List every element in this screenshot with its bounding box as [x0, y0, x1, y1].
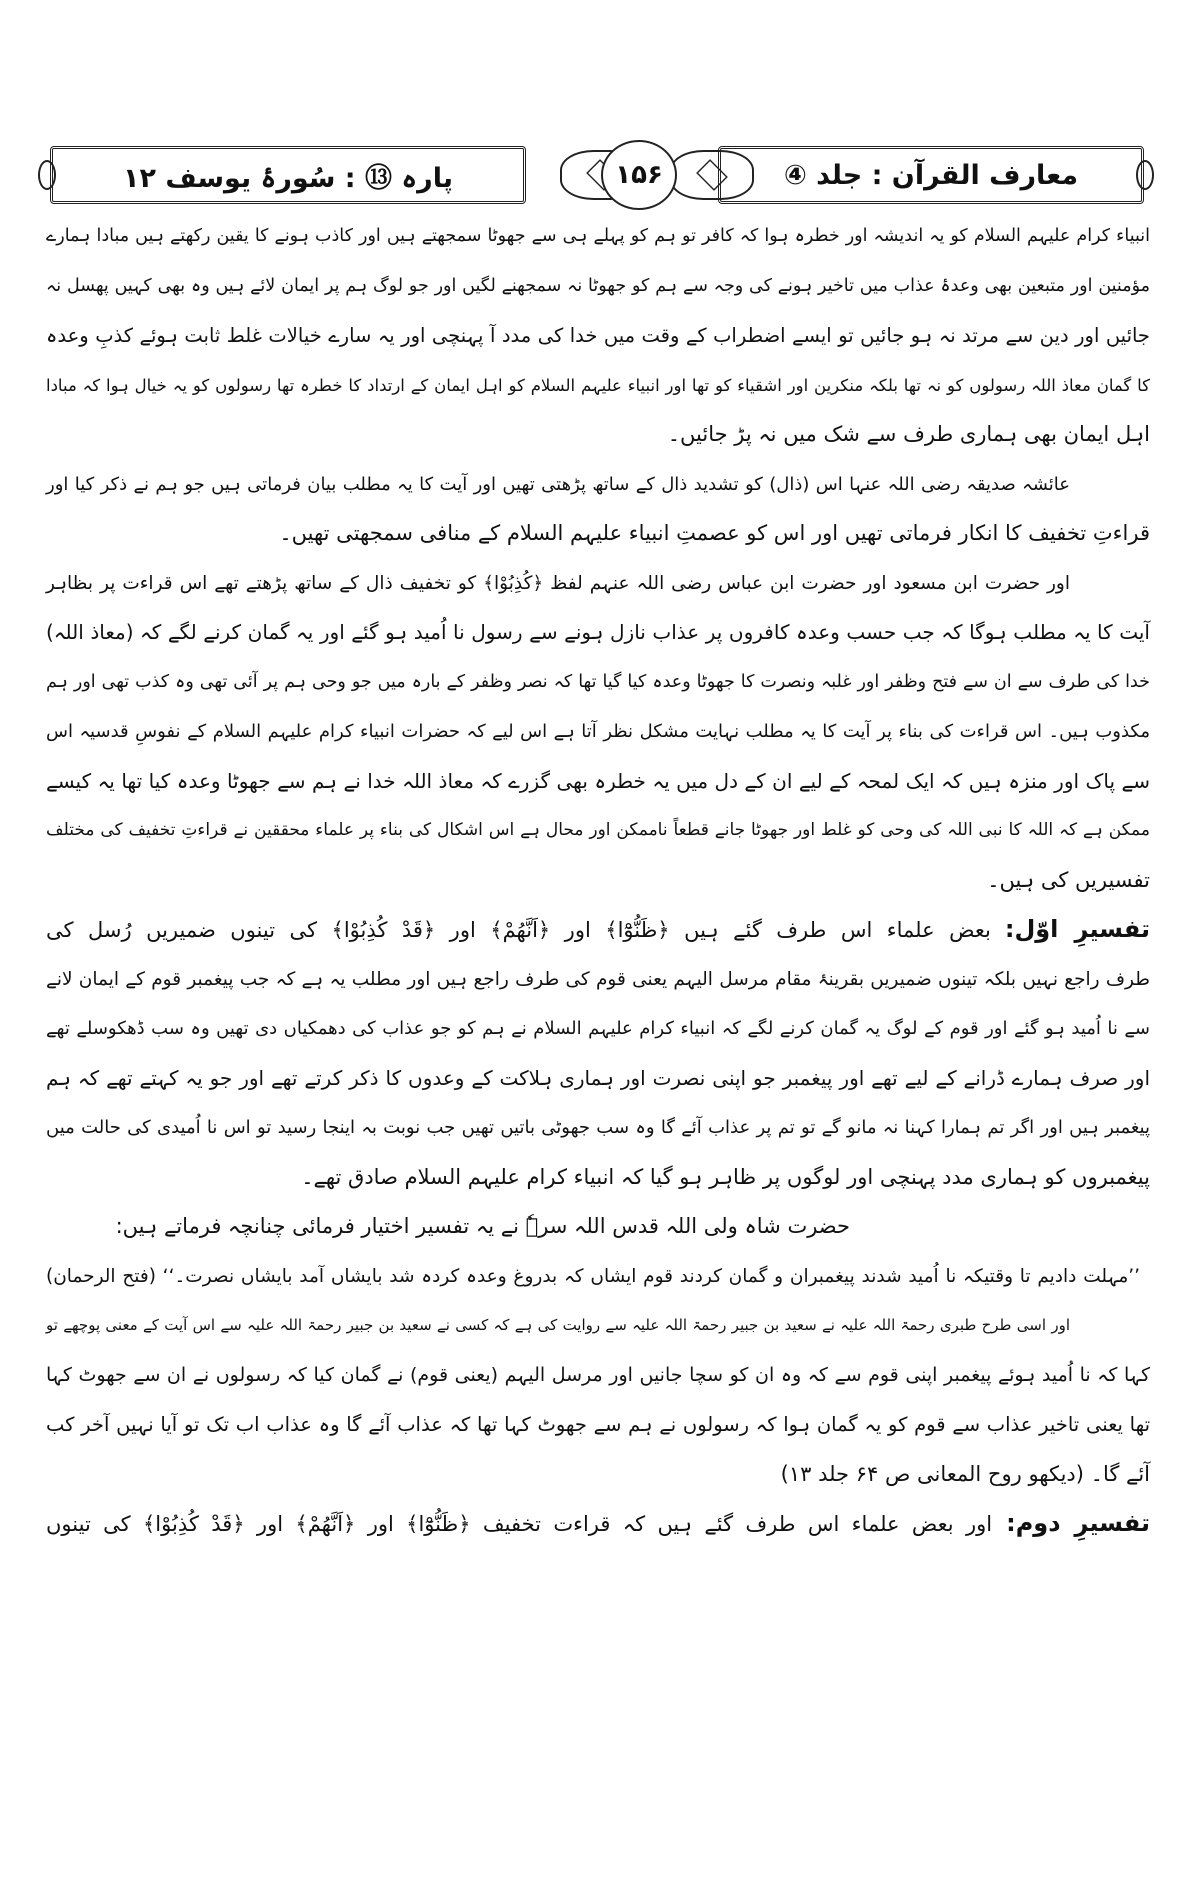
paragraph [46, 1252, 1150, 1302]
text-line [46, 262, 1150, 312]
paragraph [46, 1499, 1150, 1549]
line-text: سے پاک اور منزہ ہیں کہ ایک لمحہ کے لیے ان کے دل میں یہ خطرہ بھی گزرے کہ معاذ اللہ خدا نے ہم سے جھوٹا وعدہ کیا تھا یہ کیسے [46, 768, 1150, 793]
text-line [46, 460, 1150, 510]
line-text: آئے گا۔ (دیکھو روح المعانی ص ۶۴ جلد ۱۳) [780, 1461, 1150, 1486]
line-text: ممکن ہے کہ اللہ کا نبی اللہ کی وحی کو غلط اور جھوٹا جانے قطعاً ناممکن اور محال ہے اس اشکال کی بناء پر علماء محققین نے قراءتِ تخفیف کی مختلف [46, 820, 1150, 840]
line-text: آیت کا یہ مطلب ہوگا کہ جب حسب وعدہ کافروں پر عذاب نازل ہونے سے رسول نا اُمید ہو گئے اور یہ گمان کرنے لگے کہ (معاذ اللہ) [46, 620, 1150, 644]
text-line [46, 559, 1150, 609]
section-label: پارہ ⑬ : سُورۂ یوسف ۱۲ [122, 162, 454, 194]
paragraph [46, 905, 1150, 1202]
line-text: طرف راجع نہیں بلکہ تینوں ضمیریں بقرینۂ مقام مرسل الیہم یعنی قوم کی طرف راجع ہیں اور مطلب یہ ہے کہ جب پیغمبر قوم کے ایمان لانے [46, 968, 1150, 990]
page-number [601, 140, 677, 210]
line-text: جائیں اور دین سے مرتد نہ ہو جائیں تو ایسے اضطراب کے وقت میں خدا کی مدد آ پہنچی اور یہ سارے خیالات غلط ثابت ہوئے کذبِ وعدہ [46, 324, 1150, 347]
text-line [46, 1499, 1150, 1549]
text-line [46, 1004, 1150, 1054]
text-line [46, 311, 1150, 361]
line-text: سے نا اُمید ہو گئے اور قوم کے لوگ یہ گمان کرنے لگے کہ انبیاء کرام علیہم السلام نے ہم کو جو عذاب کی دھمکیاں دی تھیں وہ سب ڈھکوسلے تھے [46, 1018, 1150, 1039]
text-line [46, 361, 1150, 411]
line-text: اور حضرت ابن مسعود اور حضرت ابن عباس رضی اللہ عنہم لفظ ﴿كُذِبُوْا﴾ کو تخفیف ذال کے ساتھ پڑھتے تھے اس قراءت پر بظاہر [46, 572, 1070, 594]
line-text: قراءتِ تخفیف کا انکار فرماتی تھیں اور اس کو عصمتِ انبیاء علیہم السلام کے منافی سمجھتی تھیں۔ [279, 521, 1150, 545]
line-text: بعض علماء اس طرف گئے ہیں ﴿ظَنُّوْٓا﴾ اور ﴿اَنَّهُمْ﴾ اور ﴿قَدْ كُذِبُوْا﴾ کی تینوں ضمیریں رُسل کی [46, 918, 991, 942]
page-body [46, 212, 1150, 1549]
line-text: اور صرف ہمارے ڈرانے کے لیے تھے اور پیغمبر جو اپنی نصرت اور ہماری ہلاکت کے وعدوں کا ذکر کرتے تھے اور جو یہ کہتے تھے کہ ہم [46, 1065, 1150, 1090]
text-line [46, 1054, 1150, 1104]
text-line [46, 905, 1150, 955]
book-title-box [718, 146, 1144, 204]
text-line [46, 1103, 1150, 1153]
line-text: تھا یعنی تاخیر عذاب سے قوم کو یہ گمان ہوا کہ رسولوں نے ہم سے جھوٹ کہا تھا کہ عذاب آئے گا وہ عذاب اب تک تو آیا نہیں آخر کب [46, 1413, 1150, 1436]
paragraph [46, 212, 1150, 460]
text-line [46, 212, 1150, 262]
line-text: اور بعض علماء اس طرف گئے ہیں کہ قراءت تخفیف ﴿ظَنُّوْٓا﴾ اور ﴿اَنَّهُمْ﴾ اور ﴿قَدْ كُذِبُوْا﴾ کی تینوں [46, 1512, 993, 1536]
text-line [46, 1153, 1150, 1203]
line-text: خدا کی طرف سے ان سے فتح وظفر اور غلبہ ونصرت کا جھوٹا وعدہ کیا گیا تھا کہ نصر وظفر کے بارہ میں جو وحی ہم پر آئی تھی وہ کذب تھی اور ہم [46, 671, 1150, 692]
text-line [46, 410, 1150, 460]
line-text: تفسیریں کی ہیں۔ [987, 867, 1150, 892]
paragraph [46, 1202, 1150, 1252]
line-text: پیغمبر ہیں اور اگر تم ہمارا کہنا نہ مانو گے تو تم پر عذاب آئے گا وہ سب جھوٹی باتیں تھیں جب نوبت بہ اینجا رسید تو اس نا اُمیدی کی حالت میں [46, 1117, 1150, 1138]
text-line [46, 1400, 1150, 1450]
book-title: معارف القرآن : جلد ④ [783, 159, 1079, 191]
text-line [46, 707, 1150, 757]
section-heading: تفسیرِ اوّل: [1004, 915, 1150, 943]
text-line [46, 509, 1150, 559]
text-line [46, 1252, 1150, 1302]
line-text: عائشہ صدیقہ رضی اللہ عنہا اس (ذال) کو تشدید ذال کے ساتھ پڑھتی تھیں اور آیت کا یہ مطلب بیان فرماتی ہیں جو ہم نے ذکر کیا اور [46, 473, 1070, 495]
line-text: پیغمبروں کو ہماری مدد پہنچی اور لوگوں پر ظاہر ہو گیا کہ انبیاء کرام علیہم السلام صادق تھے۔ [301, 1164, 1150, 1189]
section-label-box [50, 146, 526, 204]
text-line [46, 1202, 1150, 1252]
line-text: کہا کہ نا اُمید ہوئے پیغمبر اپنی قوم سے کہ وہ ان کو سچا جانیں اور مرسل الیہم (یعنی قوم) نے گمان کیا کہ رسولوں نے ان سے جھوٹ کہا [46, 1363, 1150, 1386]
text-line [46, 856, 1150, 906]
text-line [46, 1351, 1150, 1401]
text-line [46, 955, 1150, 1005]
text-line [46, 1301, 1150, 1351]
line-text: حضرت شاہ ولی اللہ قدس اللہ سرہٗ نے یہ تفسیر اختیار فرمائی چنانچہ فرماتے ہیں: [115, 1214, 850, 1238]
line-text: اور اسی طرح طبری رحمۃ اللہ علیہ نے سعید بن جبیر رحمۃ اللہ علیہ سے روایت کی ہے کہ کسی نے سعید بن جبیر رحمۃ اللہ علیہ سے اس آیت کے معنی پوچھے تو [46, 1316, 1070, 1334]
paragraph [46, 559, 1150, 906]
text-line [46, 757, 1150, 807]
line-text: مکذوب ہیں۔ اس قراءت کی بناء پر آیت کا یہ مطلب نہایت مشکل نظر آتا ہے اس لیے کہ حضرات انبیاء کرام علیہم السلام کے نفوسِ قدسیہ اس [46, 721, 1150, 742]
text-line [46, 1450, 1150, 1500]
ornament-cap-icon [1136, 160, 1154, 190]
text-line [46, 608, 1150, 658]
section-heading: تفسیرِ دوم: [1006, 1509, 1150, 1537]
text-line [46, 658, 1150, 708]
page-number-text: ۱۵۶ [615, 160, 663, 190]
line-text: کا گمان معاذ اللہ رسولوں کو نہ تھا بلکہ منکرین اور اشقیاء کو تھا اور انبیاء علیہم السلام کو اہل ایمان کے ارتداد کا خطرہ تھا رسولوں کو یہ خیال ہوا کہ مبادا [46, 375, 1150, 395]
paragraph [46, 1301, 1150, 1499]
line-text: ’’مہلت دادیم تا وقتیکہ نا اُمید شدند پیغمبران و گمان کردند قوم ایشاں کہ بدروغ وعدہ کردہ شد بایشاں آمد بایشاں نصرت۔‘‘ (فتح الرحمان) [46, 1265, 1140, 1287]
paragraph [46, 460, 1150, 559]
line-text: مؤمنین اور متبعین بھی وعدۂ عذاب میں تاخیر ہونے کی وجہ سے ہم کو جھوٹا نہ سمجھنے لگیں اور جو لوگ ہم پر ایمان لائے ہیں وہ بھی کہیں پھسل نہ [46, 275, 1150, 296]
page-header [38, 140, 1152, 210]
line-text: اہل ایمان بھی ہماری طرف سے شک میں نہ پڑ جائیں۔ [667, 422, 1150, 446]
line-text: انبیاء کرام علیہم السلام کو یہ اندیشہ اور خطرہ ہوا کہ کافر تو ہم کو پہلے ہی سے جھوٹا سمجھتے ہیں اور کاذب ہونے کا یقین رکھتے ہیں مبادا ہمارے [46, 226, 1150, 246]
text-line [46, 806, 1150, 856]
